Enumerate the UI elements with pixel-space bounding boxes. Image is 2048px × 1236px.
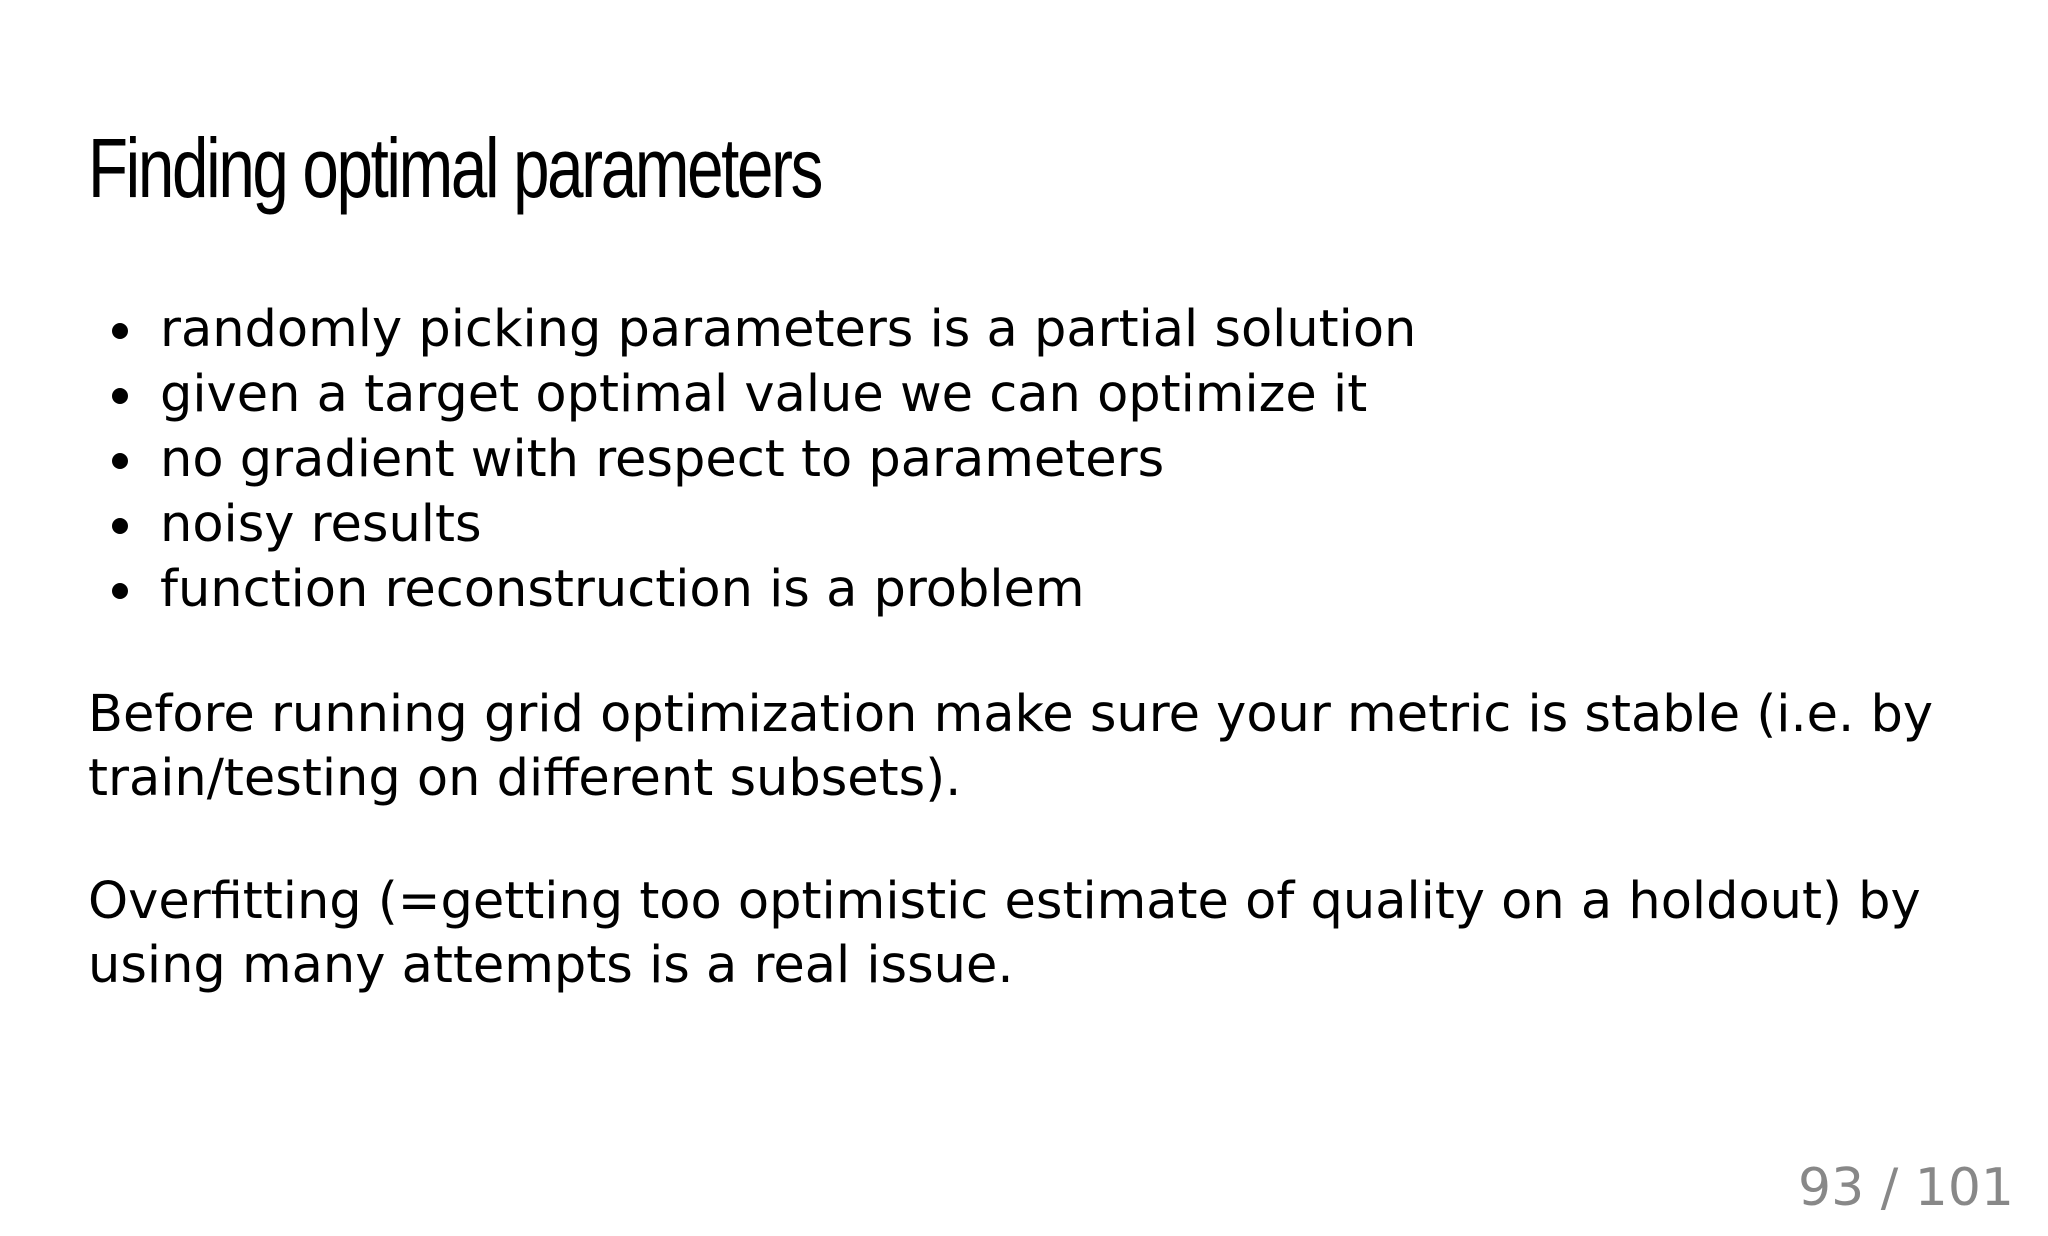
paragraph-overfitting: Overfitting (=getting too optimistic estimate of quality on a holdout) by using many attempts is a real issue. (88, 872, 1921, 995)
bullet-text: no gradient with respect to parameters (160, 430, 1165, 489)
bullet-text: noisy results (160, 495, 482, 554)
bullet-item (88, 492, 1416, 557)
bullet-list (88, 297, 1416, 622)
bullet-item (88, 297, 1416, 362)
bullet-dot-icon (112, 583, 128, 599)
bullet-dot-icon (112, 453, 128, 469)
bullet-item (88, 427, 1416, 492)
bullet-text: function reconstruction is a problem (160, 560, 1085, 619)
slide-title: Finding optimal parameters (88, 121, 822, 215)
bullet-item (88, 362, 1416, 427)
bullet-dot-icon (112, 388, 128, 404)
paragraph-metric-stability: Before running grid optimization make sure your metric is stable (i.e. by train/testing on different subsets). (88, 685, 1934, 808)
bullet-item (88, 557, 1416, 622)
bullet-dot-icon (112, 518, 128, 534)
page-indicator: 93 / 101 (1798, 1158, 2014, 1218)
bullet-dot-icon (112, 323, 128, 339)
bullet-text: given a target optimal value we can optimize it (160, 365, 1368, 424)
bullet-text: randomly picking parameters is a partial solution (160, 300, 1417, 359)
